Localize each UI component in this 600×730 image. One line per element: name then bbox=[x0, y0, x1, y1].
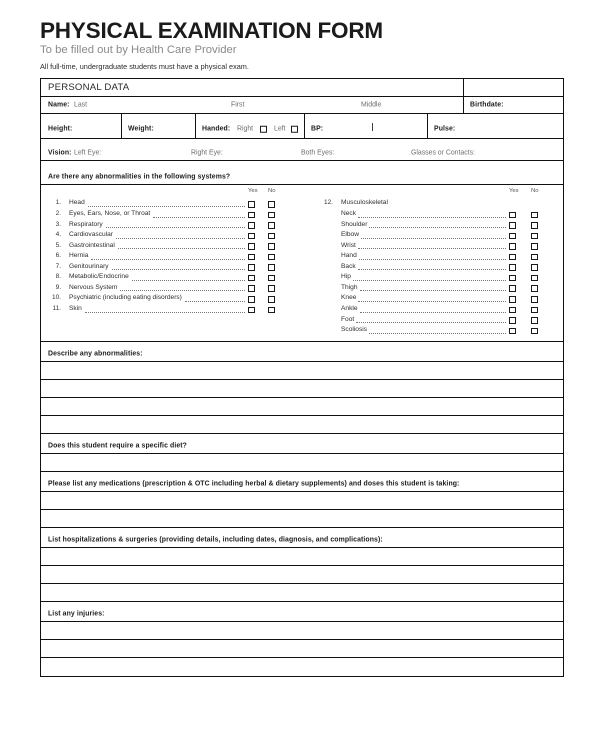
abnormality-no-checkbox[interactable] bbox=[531, 275, 538, 282]
leader-dots bbox=[358, 248, 506, 249]
abnormality-number: 7. bbox=[55, 262, 61, 270]
leader-dots bbox=[358, 217, 506, 218]
abnormality-yes-checkbox[interactable] bbox=[248, 296, 255, 303]
section-heading: Please list any medications (prescription & OTC including herbal & dietary supplements) and doses this student is taking: bbox=[48, 480, 460, 488]
section-blank-line[interactable] bbox=[41, 584, 563, 602]
leader-dots bbox=[360, 312, 507, 313]
abnormality-no-checkbox[interactable] bbox=[531, 233, 538, 240]
personal-data-section-header bbox=[41, 79, 563, 97]
abnormality-row bbox=[313, 294, 563, 305]
abnormality-no-checkbox[interactable] bbox=[268, 212, 275, 219]
abnormality-no-checkbox[interactable] bbox=[268, 307, 275, 314]
section-heading-row bbox=[41, 602, 563, 622]
abnormality-row bbox=[313, 263, 563, 274]
leader-dots bbox=[116, 238, 245, 239]
abnormality-number: 1. bbox=[55, 199, 61, 207]
abnormality-row bbox=[41, 284, 303, 295]
section-blank-line[interactable] bbox=[41, 398, 563, 416]
page-lede: All full-time, undergraduate students must have a physical exam. bbox=[40, 61, 249, 71]
abnormality-group-row bbox=[313, 199, 563, 210]
handed-left-label: Left bbox=[274, 125, 286, 133]
abnormality-no-checkbox[interactable] bbox=[531, 212, 538, 219]
leader-dots bbox=[369, 227, 506, 228]
leader-dots bbox=[361, 238, 506, 239]
abnormality-no-checkbox[interactable] bbox=[268, 243, 275, 250]
vision-label: Vision: bbox=[48, 149, 72, 157]
abnormality-label: Psychiatric (including eating disorders) bbox=[69, 294, 182, 302]
abnormality-number: 9. bbox=[55, 283, 61, 291]
abnormality-number: 5. bbox=[55, 241, 61, 249]
divider-weight bbox=[121, 114, 122, 138]
abnormality-row bbox=[41, 221, 303, 232]
leader-dots bbox=[359, 259, 506, 260]
section-blank-line[interactable] bbox=[41, 640, 563, 658]
abnormality-label: Thigh bbox=[341, 283, 358, 291]
abnormality-label: Hand bbox=[341, 252, 357, 260]
abnormality-number: 11. bbox=[52, 304, 61, 312]
section-heading: Describe any abnormalities: bbox=[48, 350, 143, 358]
divider-bp bbox=[304, 114, 305, 138]
abnormality-no-checkbox[interactable] bbox=[531, 307, 538, 314]
abnormality-label: Wrist bbox=[341, 241, 356, 249]
leader-dots bbox=[112, 269, 245, 270]
abnormality-label: Respiratory bbox=[69, 220, 103, 228]
section-blank-line[interactable] bbox=[41, 380, 563, 398]
abnormality-yes-checkbox[interactable] bbox=[509, 285, 516, 292]
abnormality-no-checkbox[interactable] bbox=[268, 264, 275, 271]
abnormality-number: 8. bbox=[55, 273, 61, 281]
divider-pulse bbox=[427, 114, 428, 138]
handed-label: Handed: bbox=[202, 125, 231, 133]
abnormality-no-checkbox[interactable] bbox=[531, 264, 538, 271]
abnormality-yes-checkbox[interactable] bbox=[248, 233, 255, 240]
abnormality-label: Hip bbox=[341, 273, 351, 281]
leader-dots bbox=[358, 301, 506, 302]
form-table bbox=[40, 78, 564, 677]
leader-dots bbox=[106, 227, 245, 228]
height-label: Height: bbox=[48, 125, 73, 133]
leader-dots bbox=[118, 248, 245, 249]
abnormality-label: Foot bbox=[341, 315, 355, 323]
name-last-field[interactable]: Last bbox=[74, 101, 88, 109]
abnormality-no-checkbox[interactable] bbox=[268, 285, 275, 292]
section-blank-line[interactable] bbox=[41, 492, 563, 510]
leader-dots bbox=[85, 312, 245, 313]
bp-separator-tick bbox=[372, 123, 373, 131]
abnormality-row bbox=[313, 273, 563, 284]
abnormality-label: Head bbox=[69, 199, 85, 207]
abnormality-row bbox=[313, 284, 563, 295]
section-blank-line[interactable] bbox=[41, 548, 563, 566]
abnormality-number: 3. bbox=[55, 220, 61, 228]
abnormality-row bbox=[41, 263, 303, 274]
abnormality-row bbox=[313, 221, 563, 232]
section-heading-row bbox=[41, 434, 563, 454]
vision-both-eyes-field[interactable]: Both Eyes: bbox=[301, 149, 335, 157]
abnormality-yes-checkbox[interactable] bbox=[509, 233, 516, 240]
page-title: PHYSICAL EXAMINATION FORM bbox=[40, 18, 383, 43]
no-header-left: No bbox=[268, 188, 276, 195]
abnormality-row bbox=[41, 294, 303, 305]
name-label: Name: bbox=[48, 101, 70, 109]
section-heading: Does this student require a specific diet? bbox=[48, 442, 187, 450]
abnormality-label: Cardiovascular bbox=[69, 231, 113, 239]
section-heading: List hospitalizations & surgeries (providing details, including dates, diagnosis, and complications): bbox=[48, 536, 383, 544]
abnormality-label: Ankle bbox=[341, 304, 358, 312]
abnormality-label: Hernia bbox=[69, 252, 89, 260]
section-blank-line[interactable] bbox=[41, 622, 563, 640]
section-heading-row bbox=[41, 528, 563, 548]
name-middle-field[interactable]: Middle bbox=[361, 101, 382, 109]
abnormality-yes-checkbox[interactable] bbox=[248, 254, 255, 261]
abnormalities-question-row bbox=[41, 161, 563, 185]
abnormality-row bbox=[313, 305, 563, 316]
abnormality-yes-checkbox[interactable] bbox=[248, 222, 255, 229]
vision-glasses-field[interactable]: Glasses or Contacts: bbox=[411, 149, 475, 157]
abnormality-label: Metabolic/Endocrine bbox=[69, 273, 129, 281]
abnormality-row bbox=[313, 242, 563, 253]
leader-dots bbox=[356, 322, 506, 323]
leader-dots bbox=[88, 206, 245, 207]
abnormality-label: Genitourinary bbox=[69, 262, 109, 270]
abnormality-label: Eyes, Ears, Nose, or Throat bbox=[69, 210, 151, 218]
abnormality-row bbox=[313, 210, 563, 221]
abnormality-yes-checkbox[interactable] bbox=[248, 307, 255, 314]
abnormality-group-label: Musculoskeletal bbox=[341, 199, 388, 207]
abnormality-yes-checkbox[interactable] bbox=[509, 296, 516, 303]
abnormality-yes-checkbox[interactable] bbox=[509, 243, 516, 250]
abnormality-yes-checkbox[interactable] bbox=[509, 254, 516, 261]
abnormality-row bbox=[313, 231, 563, 242]
abnormality-row bbox=[41, 242, 303, 253]
leader-dots bbox=[185, 301, 245, 302]
abnormality-no-checkbox[interactable] bbox=[531, 317, 538, 324]
leader-dots bbox=[358, 269, 506, 270]
abnormality-row bbox=[41, 305, 303, 316]
abnormality-label: Back bbox=[341, 262, 356, 270]
abnormality-yes-checkbox[interactable] bbox=[509, 264, 516, 271]
abnormality-number: 4. bbox=[55, 231, 61, 239]
abnormality-yes-checkbox[interactable] bbox=[509, 307, 516, 314]
abnormality-row bbox=[313, 326, 563, 337]
birthdate-label: Birthdate: bbox=[470, 101, 504, 109]
pulse-label: Pulse: bbox=[434, 125, 456, 133]
abnormality-yes-checkbox[interactable] bbox=[509, 328, 516, 335]
vision-row bbox=[41, 139, 563, 161]
leader-dots bbox=[369, 333, 506, 334]
section-blank-line[interactable] bbox=[41, 658, 563, 676]
abnormality-label: Nervous System bbox=[69, 283, 118, 291]
abnormality-row bbox=[313, 316, 563, 327]
section-blank-line[interactable] bbox=[41, 454, 563, 472]
abnormality-label: Knee bbox=[341, 294, 357, 302]
abnormality-yes-checkbox[interactable] bbox=[248, 212, 255, 219]
abnormality-label: Neck bbox=[341, 210, 357, 218]
handed-left-checkbox[interactable] bbox=[291, 126, 298, 133]
leader-dots bbox=[132, 280, 245, 281]
abnormality-yes-checkbox[interactable] bbox=[248, 201, 255, 208]
page-subtitle: To be filled out by Health Care Provider bbox=[40, 44, 237, 57]
abnormalities-checklist bbox=[41, 185, 563, 342]
section-blank-line[interactable] bbox=[41, 362, 563, 380]
divider-handed bbox=[195, 114, 196, 138]
abnormality-number: 6. bbox=[55, 252, 61, 260]
abnormality-row bbox=[41, 273, 303, 284]
bp-label: BP: bbox=[311, 125, 324, 133]
abnormality-no-checkbox[interactable] bbox=[268, 201, 275, 208]
leader-dots bbox=[353, 280, 506, 281]
leader-dots bbox=[360, 290, 507, 291]
text-sections bbox=[41, 342, 563, 676]
abnormality-no-checkbox[interactable] bbox=[268, 296, 275, 303]
no-header-right: No bbox=[531, 188, 539, 195]
abnormality-label: Gastrointestinal bbox=[69, 241, 115, 249]
abnormality-no-checkbox[interactable] bbox=[268, 233, 275, 240]
abnormality-no-checkbox[interactable] bbox=[268, 275, 275, 282]
section-blank-line[interactable] bbox=[41, 566, 563, 584]
abnormality-row bbox=[41, 199, 303, 210]
abnormality-label: Scoliosis bbox=[341, 326, 368, 334]
handed-right-label: Right bbox=[237, 125, 254, 133]
vitals-row bbox=[41, 114, 563, 139]
section-blank-line[interactable] bbox=[41, 416, 563, 434]
abnormality-row bbox=[41, 231, 303, 242]
abnormality-label: Elbow bbox=[341, 231, 359, 239]
abnormality-no-checkbox[interactable] bbox=[531, 222, 538, 229]
yes-header-right: Yes bbox=[509, 188, 519, 195]
divider-personal-data bbox=[463, 79, 464, 96]
abnormality-yes-checkbox[interactable] bbox=[509, 222, 516, 229]
abnormality-number: 10. bbox=[51, 294, 61, 302]
abnormality-label: Skin bbox=[69, 304, 82, 312]
section-heading-row bbox=[41, 472, 563, 492]
section-heading: List any injuries: bbox=[48, 610, 105, 618]
abnormality-yes-checkbox[interactable] bbox=[509, 317, 516, 324]
abnormality-yes-checkbox[interactable] bbox=[248, 264, 255, 271]
name-row bbox=[41, 97, 563, 114]
leader-dots bbox=[120, 290, 245, 291]
abnormality-no-checkbox[interactable] bbox=[531, 243, 538, 250]
vision-right-eye-field[interactable]: Right Eye: bbox=[191, 149, 223, 157]
name-first-field[interactable]: First bbox=[231, 101, 245, 109]
divider-birthdate bbox=[463, 97, 464, 113]
personal-data-title: PERSONAL DATA bbox=[48, 82, 130, 94]
abnormalities-question: Are there any abnormalities in the following systems? bbox=[48, 173, 231, 181]
handed-right-checkbox[interactable] bbox=[260, 126, 267, 133]
abnormality-no-checkbox[interactable] bbox=[531, 296, 538, 303]
section-heading-row bbox=[41, 342, 563, 362]
abnormality-row bbox=[41, 210, 303, 221]
section-blank-line[interactable] bbox=[41, 510, 563, 528]
abnormality-no-checkbox[interactable] bbox=[268, 254, 275, 261]
abnormality-row bbox=[313, 252, 563, 263]
abnormality-number: 2. bbox=[55, 210, 61, 218]
abnormality-yes-checkbox[interactable] bbox=[248, 285, 255, 292]
leader-dots bbox=[153, 217, 245, 218]
abnormality-no-checkbox[interactable] bbox=[531, 254, 538, 261]
abnormality-group-number: 12. bbox=[323, 199, 333, 207]
yes-header-left: Yes bbox=[248, 188, 258, 195]
abnormality-no-checkbox[interactable] bbox=[268, 222, 275, 229]
abnormality-yes-checkbox[interactable] bbox=[248, 243, 255, 250]
abnormality-row bbox=[41, 252, 303, 263]
abnormality-yes-checkbox[interactable] bbox=[509, 212, 516, 219]
abnormality-yes-checkbox[interactable] bbox=[509, 275, 516, 282]
abnormality-label: Shoulder bbox=[341, 220, 368, 228]
abnormality-yes-checkbox[interactable] bbox=[248, 275, 255, 282]
vision-left-eye-field[interactable]: Left Eye: bbox=[74, 149, 102, 157]
weight-label: Weight: bbox=[128, 125, 154, 133]
leader-dots bbox=[91, 259, 245, 260]
abnormality-no-checkbox[interactable] bbox=[531, 328, 538, 335]
abnormality-no-checkbox[interactable] bbox=[531, 285, 538, 292]
